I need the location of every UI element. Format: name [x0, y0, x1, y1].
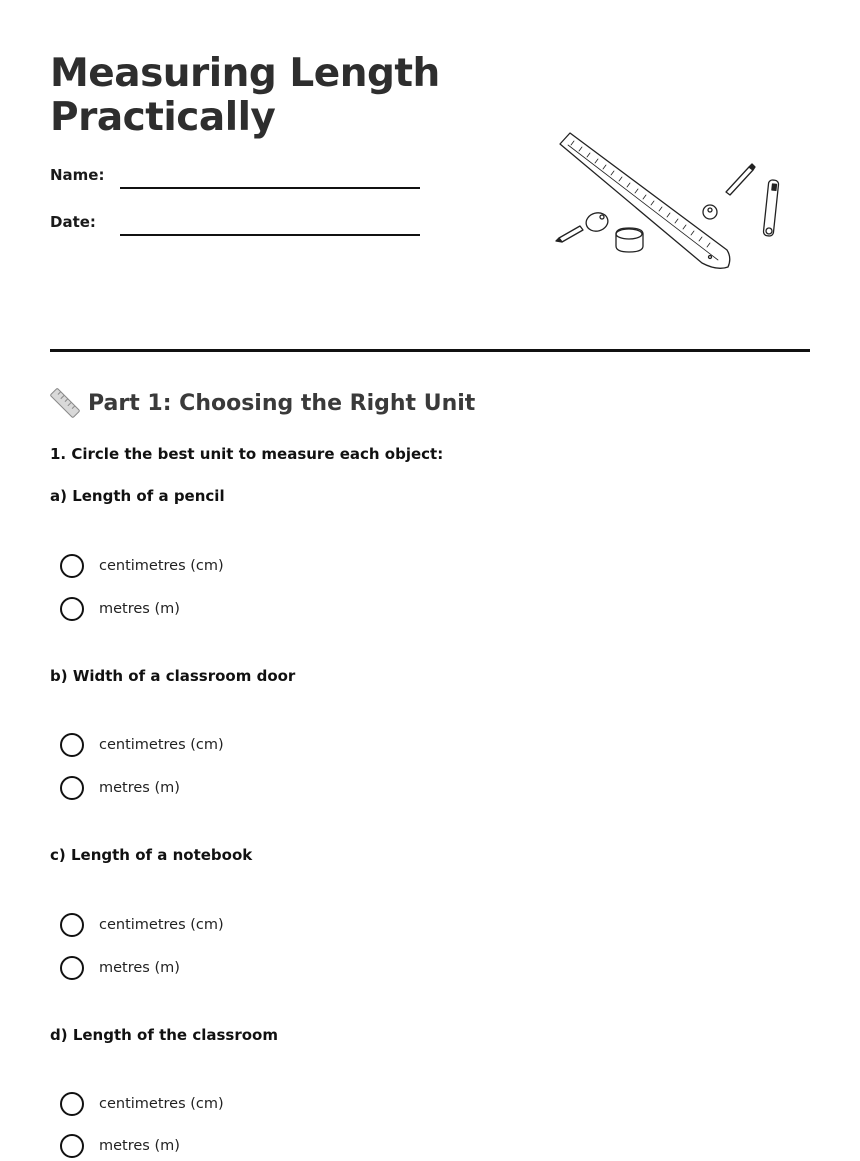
radio-circle[interactable] — [60, 956, 84, 980]
option-m[interactable] — [60, 955, 180, 981]
option-m[interactable] — [60, 775, 180, 801]
date-label: Date: — [50, 213, 96, 231]
option-cm[interactable] — [60, 553, 224, 579]
option-m[interactable] — [60, 1133, 180, 1159]
radio-circle[interactable] — [60, 597, 84, 621]
name-line[interactable] — [120, 187, 420, 189]
option-label: metres (m) — [99, 601, 180, 617]
option-label: metres (m) — [99, 1138, 180, 1154]
option-label: centimetres (cm) — [99, 558, 224, 574]
option-m[interactable] — [60, 596, 180, 622]
option-cm[interactable] — [60, 1091, 224, 1117]
radio-circle[interactable] — [60, 913, 84, 937]
instruction-text: 1. Circle the best unit to measure each object: — [50, 445, 444, 463]
name-label: Name: — [50, 166, 105, 184]
radio-circle[interactable] — [60, 733, 84, 757]
question-b — [50, 667, 810, 807]
name-field[interactable] — [50, 166, 420, 190]
radio-circle[interactable] — [60, 1092, 84, 1116]
question-d — [50, 1026, 810, 1160]
question-label: c) Length of a notebook — [50, 846, 253, 864]
page-title — [50, 52, 520, 140]
question-c — [50, 846, 810, 986]
question-label: b) Width of a classroom door — [50, 667, 296, 685]
radio-circle[interactable] — [60, 1134, 84, 1158]
option-label: metres (m) — [99, 960, 180, 976]
part1-heading — [50, 388, 475, 418]
title-line-1: Measuring Length — [50, 51, 440, 96]
option-cm[interactable] — [60, 732, 224, 758]
question-label: a) Length of a pencil — [50, 487, 225, 505]
section-divider — [50, 349, 810, 352]
option-label: centimetres (cm) — [99, 917, 224, 933]
option-label: metres (m) — [99, 780, 180, 796]
title-line-2: Practically — [50, 95, 276, 140]
date-line[interactable] — [120, 234, 420, 236]
part1-title: Part 1: Choosing the Right Unit — [88, 390, 476, 416]
radio-circle[interactable] — [60, 554, 84, 578]
option-label: centimetres (cm) — [99, 1096, 224, 1112]
option-cm[interactable] — [60, 912, 224, 938]
radio-circle[interactable] — [60, 776, 84, 800]
measuring-tools-illustration — [552, 128, 787, 276]
question-a — [50, 487, 810, 627]
ruler-icon — [50, 388, 80, 418]
question-label: d) Length of the classroom — [50, 1026, 278, 1044]
date-field[interactable] — [50, 213, 420, 237]
option-label: centimetres (cm) — [99, 737, 224, 753]
